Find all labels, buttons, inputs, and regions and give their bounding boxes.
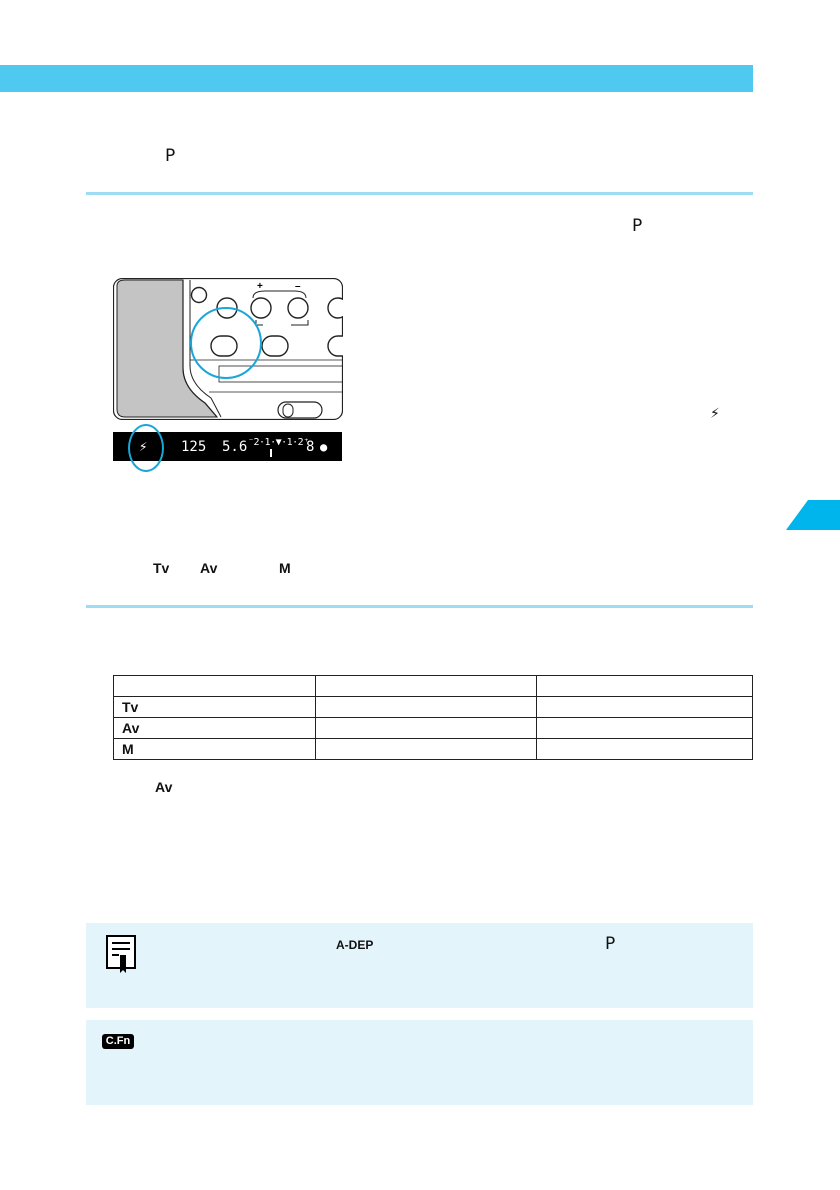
section-divider [86, 192, 753, 195]
lcd-frame-count: 8 [306, 439, 315, 455]
program-mode-icon: P [165, 146, 176, 166]
lcd-scale-pointer [270, 449, 272, 457]
svg-text:–: – [295, 281, 301, 292]
mode-table [113, 675, 753, 760]
table-row [114, 739, 753, 760]
highlight-circle [190, 307, 262, 379]
flash-highlight-circle [128, 424, 164, 472]
chapter-side-tab [786, 500, 840, 530]
section-header-bar [0, 65, 753, 92]
table-header-row [114, 676, 753, 697]
lcd-flash-icon: ⚡ [139, 439, 148, 455]
m-mode-icon: M [279, 560, 291, 576]
tv-mode-icon: Tv [153, 560, 170, 576]
lcd-shutter-speed: 125 [181, 439, 207, 455]
table-row [114, 697, 753, 718]
a-dep-mode-icon: A-DEP [336, 938, 374, 952]
table-row [114, 718, 753, 739]
lcd-dot: ● [320, 440, 328, 454]
table-cell-mode: M [114, 739, 316, 760]
lcd-exposure-scale: ⁻2·1·▼·1·2⁺ [248, 437, 309, 448]
section-divider [86, 605, 753, 608]
av-mode-icon: Av [200, 560, 218, 576]
table-cell-mode: Tv [114, 697, 316, 718]
av-mode-icon: Av [155, 779, 173, 795]
lcd-aperture: 5.6 [222, 439, 248, 455]
table-cell-mode: Av [114, 718, 316, 739]
custom-function-badge: C.Fn [102, 1034, 134, 1049]
flash-icon: ⚡ [710, 406, 720, 422]
custom-function-box [86, 1020, 753, 1105]
svg-text:+: + [257, 281, 263, 292]
memo-icon [106, 935, 136, 975]
program-mode-icon: P [632, 216, 643, 236]
program-mode-icon: P [605, 934, 616, 954]
note-box [86, 923, 753, 1008]
